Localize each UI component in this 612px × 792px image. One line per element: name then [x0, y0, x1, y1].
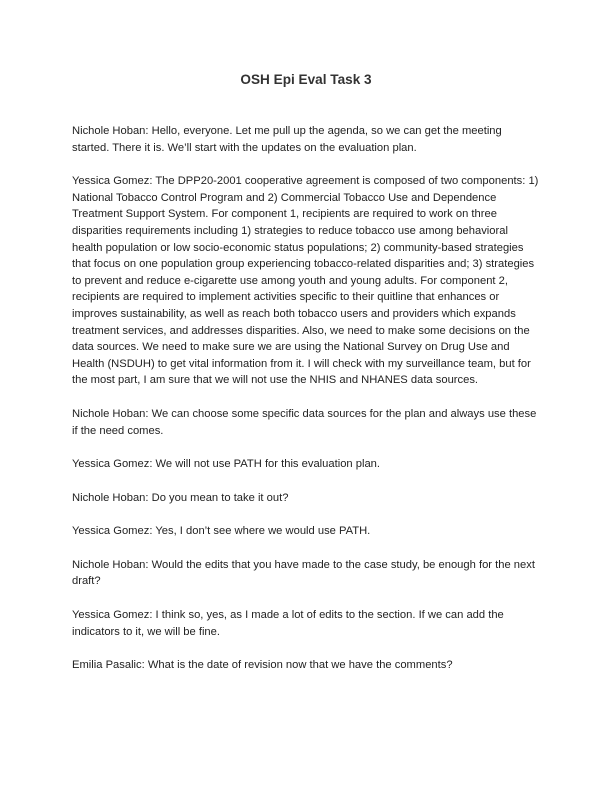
speaker-name: Emilia Pasalic : [72, 659, 148, 671]
utterance-text: Do you mean to take it out? [151, 491, 289, 504]
speaker-name: Nichole Hoban : [72, 559, 152, 571]
transcript-paragraph [72, 490, 540, 507]
speaker-name: Nichole Hoban : [72, 492, 152, 504]
utterance-text: We can choose some specific data sources for the plan and always use these if the need comes. [72, 407, 537, 437]
utterance-text: I think so, yes, as I made a lot of edits to the section. If we can add the indicators to it, we will be fine. [72, 609, 504, 638]
transcript-paragraph [72, 123, 540, 156]
transcript-paragraph [72, 607, 540, 640]
transcript-paragraph [72, 456, 540, 473]
utterance-text: The DPP20-2001 cooperative agreement is composed of two components: 1) National Tobacco Control Program and 2) Commercial Tobacco Use and Dependence Treatment Support System. For component 1, recipients are required to work on three disparities requirements including 1) strategies to reduce tobacco use among behavioral health population or low socio-economic status populations; 2) community-based strategies that focus on one population group experiencing tobacco-related disparities and; 3) strategies to prevent and reduce e-cigarette use among youth and young adults. For component 2, recipients are required to implement activities specific to their quitline that enhances or improves sustainability, as well as reach both tobacco users and providers which expands treatment services, and addresses disparities. Also, we need to make some decisions on the data sources. We need to make sure we are using the National Survey on Drug Use and Health (NSDUH) to get vital information from it. I will check with my surveillance team, but for the most part, I am sure that we will not use the NHIS and NHANES data sources. [72, 175, 539, 387]
transcript-body [72, 123, 540, 691]
document-title: OSH Epi Eval Task 3 [240, 72, 372, 87]
transcript-paragraph [72, 173, 540, 389]
speaker-name: Nichole Hoban : [72, 125, 152, 137]
utterance-text: Yes, I don’t see where we would use PATH. [155, 525, 371, 538]
utterance-text: What is the date of revision now that we have the comments? [147, 659, 453, 672]
speaker-name: Yessica Gomez : [72, 525, 155, 537]
utterance-text: Hello, everyone. Let me pull up the agenda, so we can get the meeting started. There it is. We’ll start with the updates on the evaluation plan. [72, 125, 502, 154]
utterance-text: Would the edits that you have made to the case study, be enough for the next draft? [72, 558, 535, 588]
transcript-paragraph [72, 657, 540, 674]
speaker-name: Nichole Hoban : [72, 408, 152, 420]
utterance-text: We will not use PATH for this evaluation plan. [155, 458, 381, 471]
transcript-paragraph [72, 557, 540, 590]
speaker-name: Yessica Gomez : [72, 609, 156, 621]
speaker-name: Yessica Gomez : [72, 175, 155, 187]
speaker-name: Yessica Gomez : [72, 458, 156, 470]
transcript-paragraph [72, 523, 540, 540]
transcript-paragraph [72, 406, 540, 439]
